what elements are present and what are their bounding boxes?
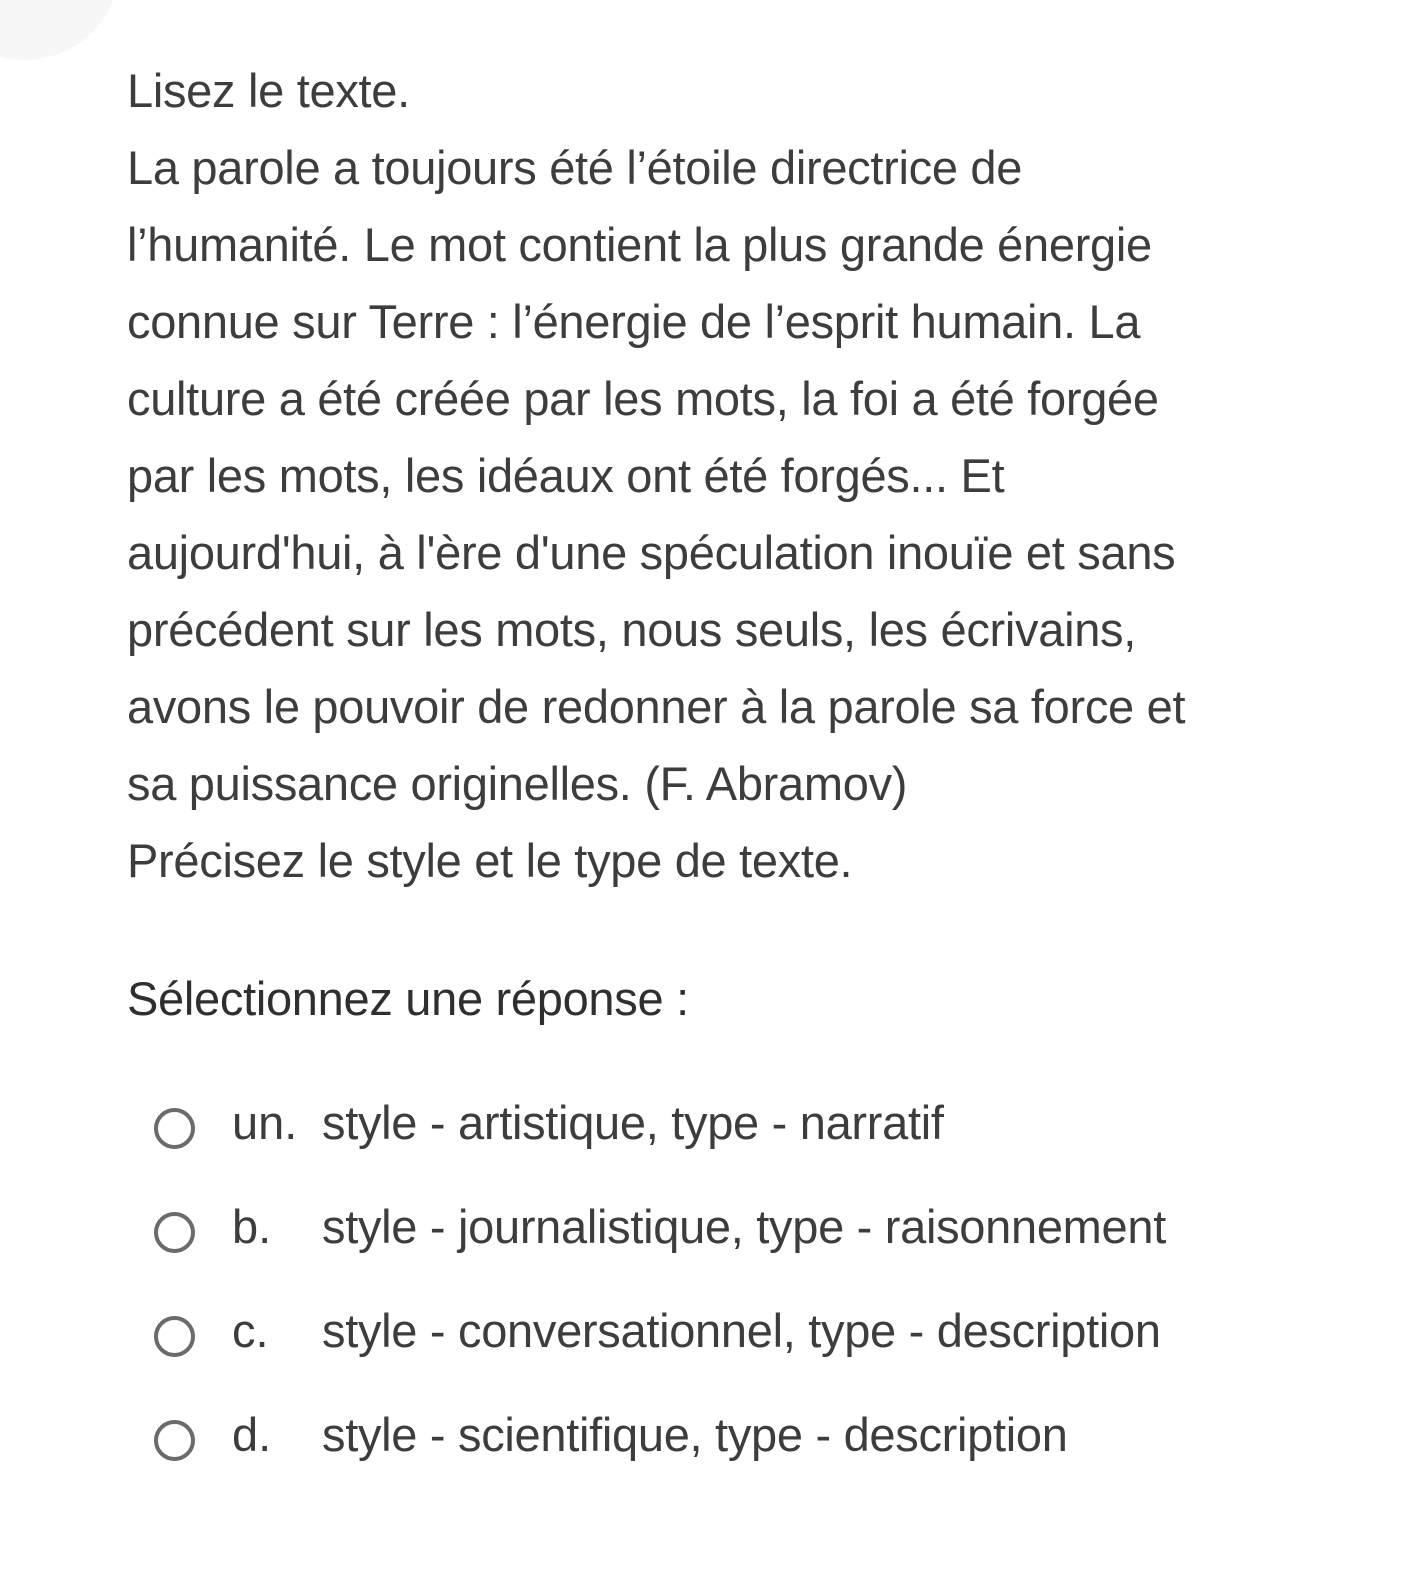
option-label[interactable]: style - journalistique, type - raisonnement (322, 1199, 1166, 1253)
passage-line: La parole a toujours été l’étoile directrice de (127, 141, 1023, 194)
answer-option-a[interactable] (154, 1070, 1354, 1174)
radio-button-b[interactable] (154, 1212, 195, 1253)
option-letter: b. (232, 1199, 272, 1253)
option-letter: un. (232, 1095, 298, 1149)
radio-button-c[interactable] (154, 1316, 195, 1357)
question-instruction: Précisez le style et le type de texte. (127, 834, 853, 887)
passage-line: l’humanité. Le mot contient la plus grande énergie (127, 218, 1152, 271)
corner-decoration (0, 0, 120, 60)
option-letter: c. (232, 1303, 269, 1357)
passage-line: sa puissance originelles. (F. Abramov) (127, 757, 908, 810)
option-label[interactable]: style - artistique, type - narratif (322, 1095, 944, 1149)
answer-option-b[interactable] (154, 1174, 1354, 1278)
passage-line: précédent sur les mots, nous seuls, les écrivains, (127, 603, 1137, 656)
passage-line: aujourd'hui, à l'ère d'une spéculation inouïe et sans (127, 526, 1176, 579)
answer-option-d[interactable] (154, 1382, 1354, 1486)
answer-options (154, 1070, 1354, 1486)
question-text (127, 52, 1307, 899)
passage-line: culture a été créée par les mots, la foi a été forgée (127, 372, 1159, 425)
passage-line: par les mots, les idéaux ont été forgés... Et (127, 449, 1005, 502)
option-letter: d. (232, 1407, 272, 1461)
passage-line: connue sur Terre : l’énergie de l’esprit humain. La (127, 295, 1141, 348)
passage-line: avons le pouvoir de redonner à la parole sa force et (127, 680, 1186, 733)
question-intro: Lisez le texte. (127, 64, 410, 117)
answer-prompt: Sélectionnez une réponse : (127, 972, 689, 1025)
radio-button-a[interactable] (154, 1108, 195, 1149)
option-label[interactable]: style - conversationnel, type - description (322, 1303, 1161, 1357)
option-label[interactable]: style - scientifique, type - description (322, 1407, 1068, 1461)
radio-button-d[interactable] (154, 1420, 195, 1461)
answer-option-c[interactable] (154, 1278, 1354, 1382)
question-passage (127, 129, 1307, 822)
